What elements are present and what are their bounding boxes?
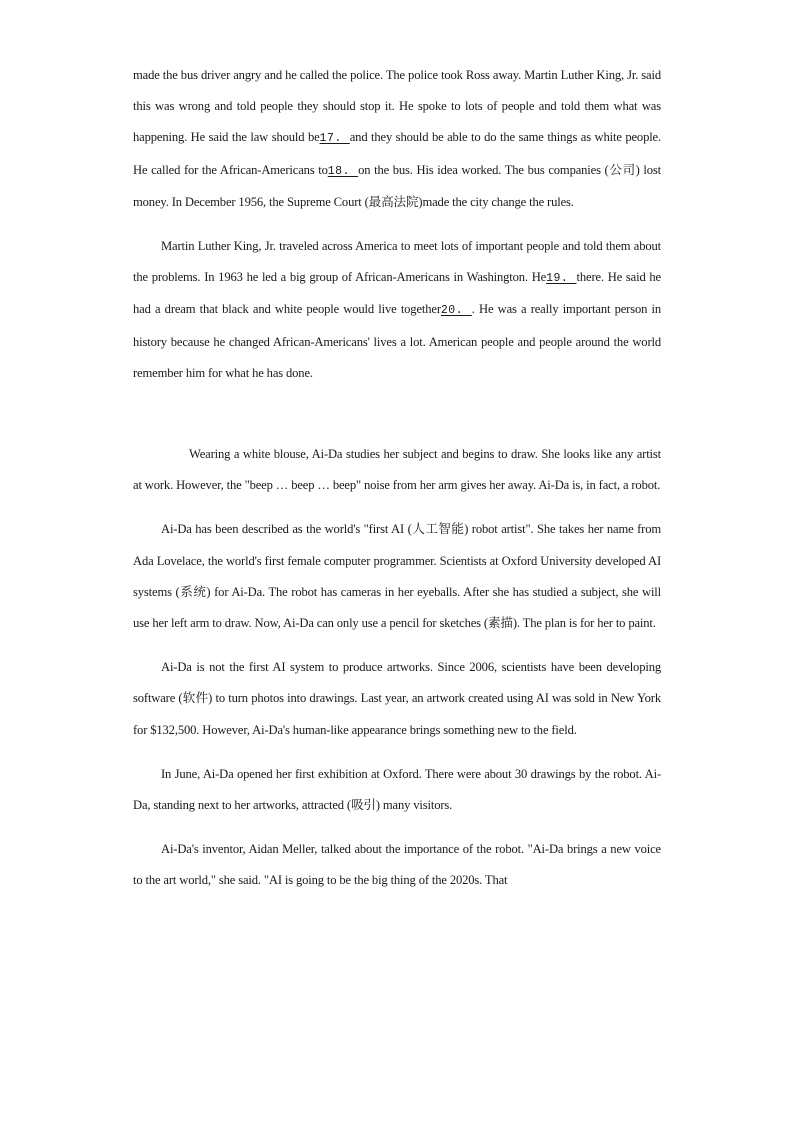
text-segment: Wearing a white blouse, Ai-Da studies her subject and begins to draw. She looks like any artist at work. However, the "beep … beep … beep" noise from her arm gives her away. Ai-Da is, in fact, a robot. <box>133 447 661 493</box>
text-segment: and they should be able to do the same things as white people. He called for the African-Americans to <box>133 130 661 177</box>
passage1-paragraph-1 <box>133 60 661 218</box>
text-segment: . He was a really important person in history because he changed African-Americans' lives a lot. American people and people around the world remember him for what he has done. <box>133 302 661 380</box>
blank-19: 19. <box>546 272 577 286</box>
text-segment: on the bus. His idea worked. The bus companies (公司) lost money. In December 1956, the Supreme Court (最高法院)made the city change the rules. <box>133 162 661 209</box>
text-segment: there. He said he had a dream that black and white people would live together <box>133 270 661 317</box>
text-segment: In June, Ai-Da opened her first exhibition at Oxford. There were about 30 drawings by the robot. Ai-Da, standing next to her artworks, attracted (吸引) many visitors. <box>133 766 661 813</box>
passage2-paragraph-3 <box>133 652 661 746</box>
passage2-paragraph-2 <box>133 514 661 639</box>
text-segment: Ai-Da has been described as the world's "first AI (人工智能) robot artist". She takes her name from Ada Lovelace, the world's first female computer programmer. Scientists at Oxford University developed AI systems (系统) for Ai-Da. The robot has cameras in her eyeballs. After she has studied a subject, she will use her left arm to draw. Now, Ai-Da can only use a pencil for sketches (素描). The plan is for her to paint. <box>133 522 661 631</box>
passage2-paragraph-5 <box>133 834 661 896</box>
text-segment: made the bus driver angry and he called the police. The police took Ross away. Martin Luther King, Jr. said this was wrong and told people they should stop it. He spoke to lots of people and told them what was happening. He said the law should be <box>133 68 661 145</box>
blank-18: 18. <box>327 164 359 178</box>
blank-20: 20. <box>440 304 472 318</box>
passage2-paragraph-1 <box>133 439 661 501</box>
text-segment: Ai-Da is not the first AI system to produce artworks. Since 2006, scientists have been developing software (软件) to turn photos into drawings. Last year, an artwork created using AI was sold in New York for $132,500. However, Ai-Da's human-like appearance brings something new to the field. <box>133 660 661 737</box>
passage1-paragraph-2 <box>133 231 661 389</box>
blank-17: 17. <box>319 132 350 146</box>
text-segment: Ai-Da's inventor, Aidan Meller, talked about the importance of the robot. "Ai-Da brings a new voice to the art world," she said. "AI is going to be the big thing of the 2020s. That <box>133 842 661 888</box>
passage2-paragraph-4 <box>133 759 661 821</box>
text-segment: Martin Luther King, Jr. traveled across America to meet lots of important people and told them about the problems. In 1963 he led a big group of African-Americans in Washington. He <box>133 239 661 285</box>
document-page <box>133 60 661 897</box>
